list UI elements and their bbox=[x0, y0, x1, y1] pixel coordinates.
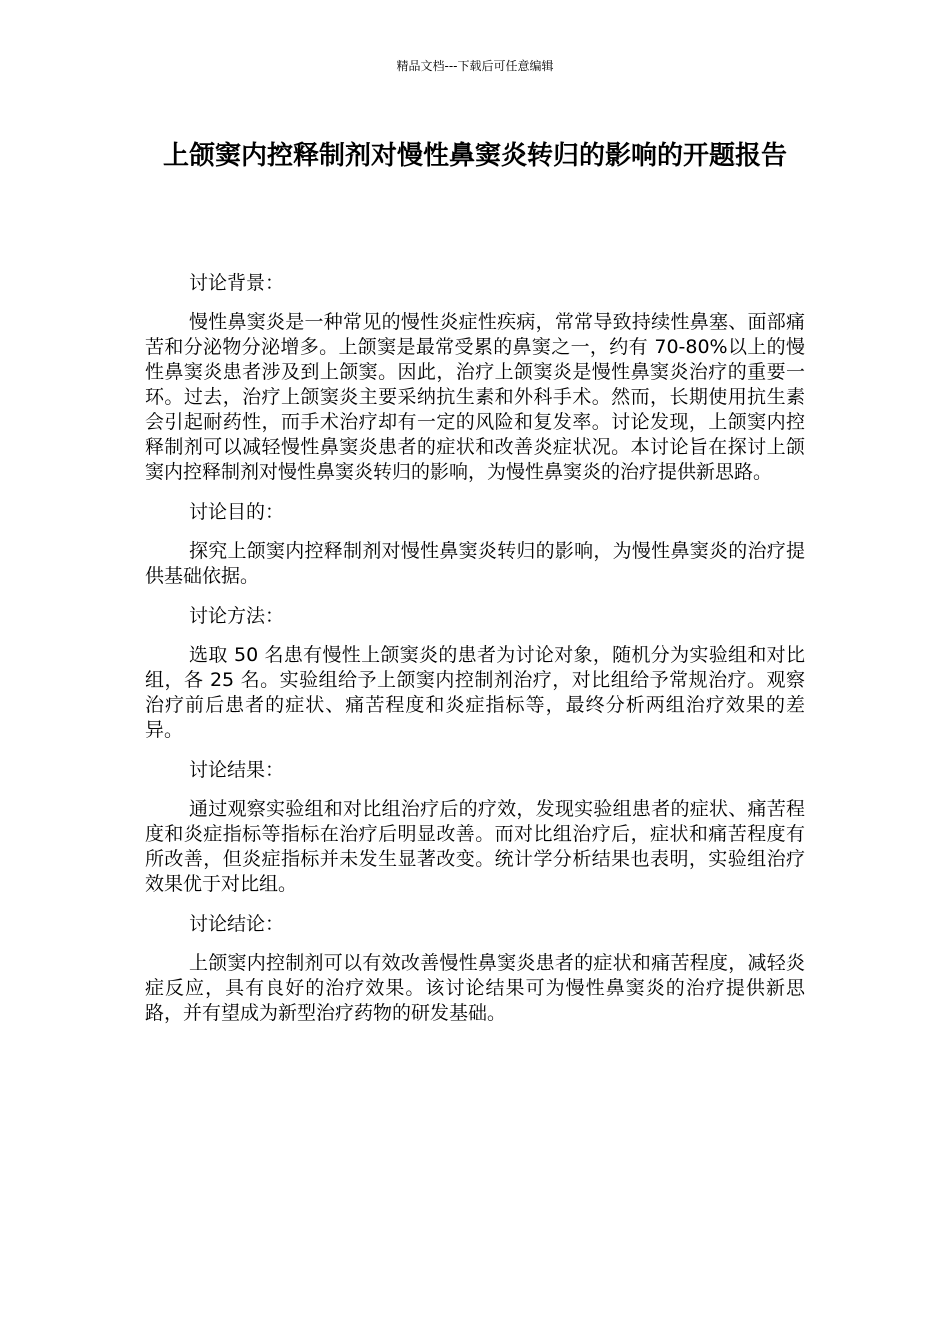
section-label: 讨论结论： bbox=[189, 913, 285, 935]
section-label: 讨论结果： bbox=[189, 759, 285, 781]
section-background bbox=[145, 268, 805, 485]
section-label: 讨论目的： bbox=[189, 501, 285, 523]
section-paragraph: 上颌窦内控制剂可以有效改善慢性鼻窦炎患者的症状和痛苦程度，减轻炎症反应，具有良好的治疗效果。该讨论结果可为慢性鼻窦炎的治疗提供新思路，并有望成为新型治疗药物的研发基础。 bbox=[145, 952, 805, 1024]
document-title: 上颌窦内控释制剂对慢性鼻窦炎转归的影响的开题报告 bbox=[162, 141, 787, 171]
header-note: 精品文档---下载后可任意编辑 bbox=[396, 59, 554, 73]
section-paragraph: 探究上颌窦内控释制剂对慢性鼻窦炎转归的影响，为慢性鼻窦炎的治疗提供基础依据。 bbox=[145, 540, 805, 587]
section-conclusion bbox=[145, 909, 805, 1026]
section-paragraph: 慢性鼻窦炎是一种常见的慢性炎症性疾病，常常导致持续性鼻塞、面部痛苦和分泌物分泌增多。上颌窦是最常受累的鼻窦之一，约有 70-80%以上的慢性鼻窦炎患者涉及到上颌窦。因此，治疗上颌窦炎是慢性鼻窦炎治疗的重要一环。过去，治疗上颌窦炎主要采纳抗生素和外科手术。然而，长期使用抗生素会引起耐药性，而手术治疗却有一定的风险和复发率。讨论发现，上颌窦内控释制剂可以减轻慢性鼻窦炎患者的症状和改善炎症状况。本讨论旨在探讨上颌窦内控释制剂对慢性鼻窦炎转归的影响，为慢性鼻窦炎的治疗提供新思路。 bbox=[145, 311, 805, 483]
document-body bbox=[145, 268, 805, 1038]
section-paragraph: 通过观察实验组和对比组治疗后的疗效，发现实验组患者的症状、痛苦程度和炎症指标等指标在治疗后明显改善。而对比组治疗后，症状和痛苦程度有所改善，但炎症指标并未发生显著改变。统计学分析结果也表明，实验组治疗效果优于对比组。 bbox=[145, 798, 805, 895]
section-label: 讨论方法： bbox=[189, 605, 285, 627]
section-label: 讨论背景： bbox=[189, 272, 285, 294]
section-objective bbox=[145, 497, 805, 589]
section-methods bbox=[145, 601, 805, 743]
section-results bbox=[145, 755, 805, 897]
section-paragraph: 选取 50 名患有慢性上颌窦炎的患者为讨论对象，随机分为实验组和对比组，各 25 名。实验组给予上颌窦内控制剂治疗，对比组给予常规治疗。观察治疗前后患者的症状、痛苦程度和炎症指标等，最终分析两组治疗效果的差异。 bbox=[145, 644, 805, 741]
